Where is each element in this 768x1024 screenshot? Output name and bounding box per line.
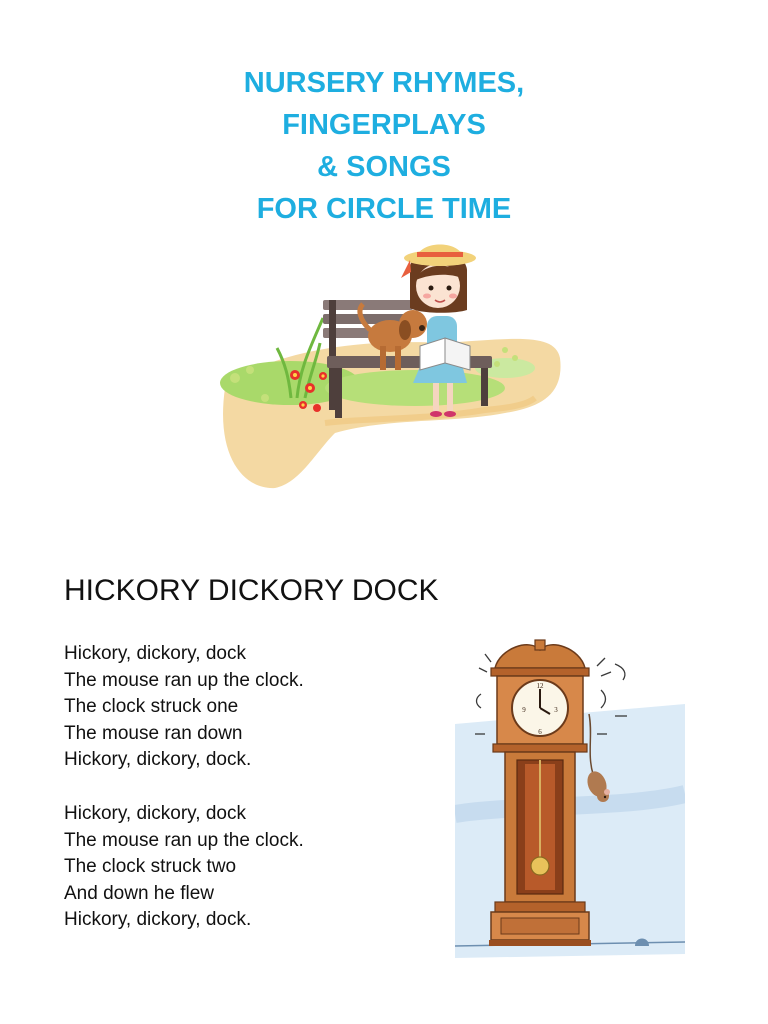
rhyme-heading: HICKORY DICKORY DOCK	[64, 574, 439, 607]
verse-2	[64, 801, 304, 934]
verse-line: The clock struck two	[64, 856, 237, 878]
verse-line: The mouse ran down	[64, 722, 243, 744]
verse-line: The mouse ran up the clock.	[64, 829, 304, 851]
title-line: NURSERY RHYMES,	[243, 67, 525, 99]
svg-text:3: 3	[554, 706, 558, 714]
title-line: FOR CIRCLE TIME	[256, 193, 512, 225]
verse-line: Hickory, dickory, dock	[64, 803, 246, 824]
grandfather-clock-illustration	[455, 634, 685, 962]
girl-reading-illustration	[205, 238, 565, 493]
verse-line: Hickory, dickory, dock	[64, 643, 246, 664]
verse-line: Hickory, dickory, dock.	[64, 749, 252, 771]
title-line: FINGERPLAYS	[282, 109, 486, 141]
page-title	[0, 62, 768, 230]
title-line: & SONGS	[317, 151, 451, 183]
verse-line: Hickory, dickory, dock.	[64, 909, 252, 931]
svg-text:12: 12	[536, 682, 544, 690]
svg-text:9: 9	[522, 706, 526, 714]
verse-1	[64, 641, 304, 774]
verse-line: And down he flew	[64, 882, 214, 904]
verse-line: The mouse ran up the clock.	[64, 669, 304, 691]
svg-text:6: 6	[538, 728, 542, 736]
verse-line: The clock struck one	[64, 696, 239, 718]
